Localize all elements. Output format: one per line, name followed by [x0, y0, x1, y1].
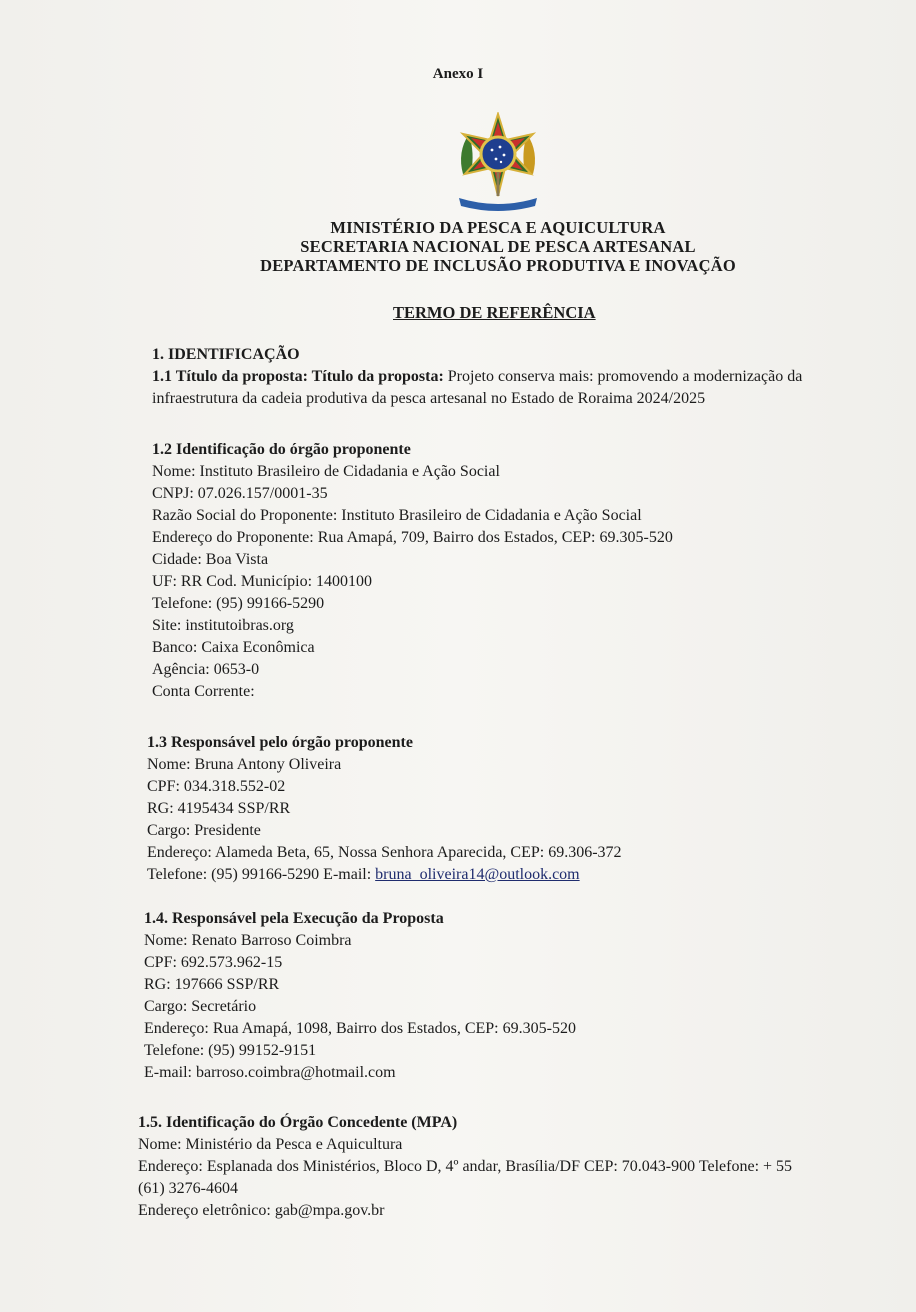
document-title: TERMO DE REFERÊNCIA — [393, 303, 596, 322]
proposal-title-label: 1.1 Título da proposta: Título da proposta: — [152, 368, 444, 385]
grantor-line: Endereço: Esplanada dos Ministérios, Bloco D, 4º andar, Brasília/DF CEP: 70.043-900 Telefone: + 55 — [138, 1158, 793, 1175]
section-1-3-heading: 1.3 Responsável pelo órgão proponente — [147, 734, 413, 751]
grantor-line: Nome: Ministério da Pesca e Aquicultura — [138, 1136, 403, 1153]
executor-line: RG: 197666 SSP/RR — [144, 976, 280, 993]
ministry-header — [0, 218, 916, 275]
section-identification — [152, 344, 852, 410]
section-1-5-heading: 1.5. Identificação do Órgão Concedente (MPA) — [138, 1114, 458, 1131]
proponent-line: Banco: Caixa Econômica — [152, 639, 315, 656]
executor-line: CPF: 692.573.962-15 — [144, 954, 283, 971]
grantor-line: (61) 3276-4604 — [138, 1180, 238, 1197]
executor-line: Cargo: Secretário — [144, 998, 257, 1015]
responsible-email-link[interactable]: bruna_oliveira14@outlook.com — [375, 866, 580, 883]
proponent-line: Cidade: Boa Vista — [152, 551, 269, 568]
proponent-line: Conta Corrente: — [152, 683, 255, 700]
section-responsible — [147, 732, 847, 886]
proponent-line: Agência: 0653-0 — [152, 661, 260, 678]
ministry-line-2: SECRETARIA NACIONAL DE PESCA ARTESANAL — [300, 237, 696, 256]
section-1-2-heading: 1.2 Identificação do órgão proponente — [152, 441, 411, 458]
proponent-line: CNPJ: 07.026.157/0001-35 — [152, 485, 328, 502]
proposal-title-text-2: infraestrutura da cadeia produtiva da pesca artesanal no Estado de Roraima 2024/2025 — [152, 390, 706, 407]
executor-line: Nome: Renato Barroso Coimbra — [144, 932, 352, 949]
section-executor — [144, 908, 844, 1084]
responsible-line: Nome: Bruna Antony Oliveira — [147, 756, 342, 773]
brazil-coat-of-arms-icon — [451, 112, 545, 212]
proponent-line: Razão Social do Proponente: Instituto Brasileiro de Cidadania e Ação Social — [152, 507, 642, 524]
responsible-line: Endereço: Alameda Beta, 65, Nossa Senhora Aparecida, CEP: 69.306-372 — [147, 844, 622, 861]
responsible-line: Cargo: Presidente — [147, 822, 261, 839]
proponent-line: UF: RR Cod. Município: 1400100 — [152, 573, 373, 590]
section-1-4-heading: 1.4. Responsável pela Execução da Proposta — [144, 910, 444, 927]
executor-line: Telefone: (95) 99152-9151 — [144, 1042, 317, 1059]
responsible-line: RG: 4195434 SSP/RR — [147, 800, 291, 817]
section-1-heading: 1. IDENTIFICAÇÃO — [152, 346, 300, 363]
grantor-line: Endereço eletrônico: gab@mpa.gov.br — [138, 1202, 385, 1219]
section-proponent — [152, 439, 852, 703]
responsible-phone: Telefone: (95) 99166-5290 E-mail: — [147, 866, 376, 883]
section-grantor — [138, 1112, 878, 1222]
proposal-title-text-1: Projeto conserva mais: promovendo a modernização da — [443, 368, 803, 385]
proponent-line: Nome: Instituto Brasileiro de Cidadania e Ação Social — [152, 463, 500, 480]
executor-line: Endereço: Rua Amapá, 1098, Bairro dos Estados, CEP: 69.305-520 — [144, 1020, 576, 1037]
proponent-line: Site: institutoibras.org — [152, 617, 294, 634]
ministry-line-1: MINISTÉRIO DA PESCA E AQUICULTURA — [330, 218, 666, 237]
ministry-line-3: DEPARTAMENTO DE INCLUSÃO PRODUTIVA E INOVAÇÃO — [260, 256, 736, 275]
executor-line: E-mail: barroso.coimbra@hotmail.com — [144, 1064, 396, 1081]
responsible-line: CPF: 034.318.552-02 — [147, 778, 286, 795]
annex-label: Anexo I — [432, 66, 484, 82]
proponent-line: Endereço do Proponente: Rua Amapá, 709, Bairro dos Estados, CEP: 69.305-520 — [152, 529, 673, 546]
proponent-line: Telefone: (95) 99166-5290 — [152, 595, 325, 612]
